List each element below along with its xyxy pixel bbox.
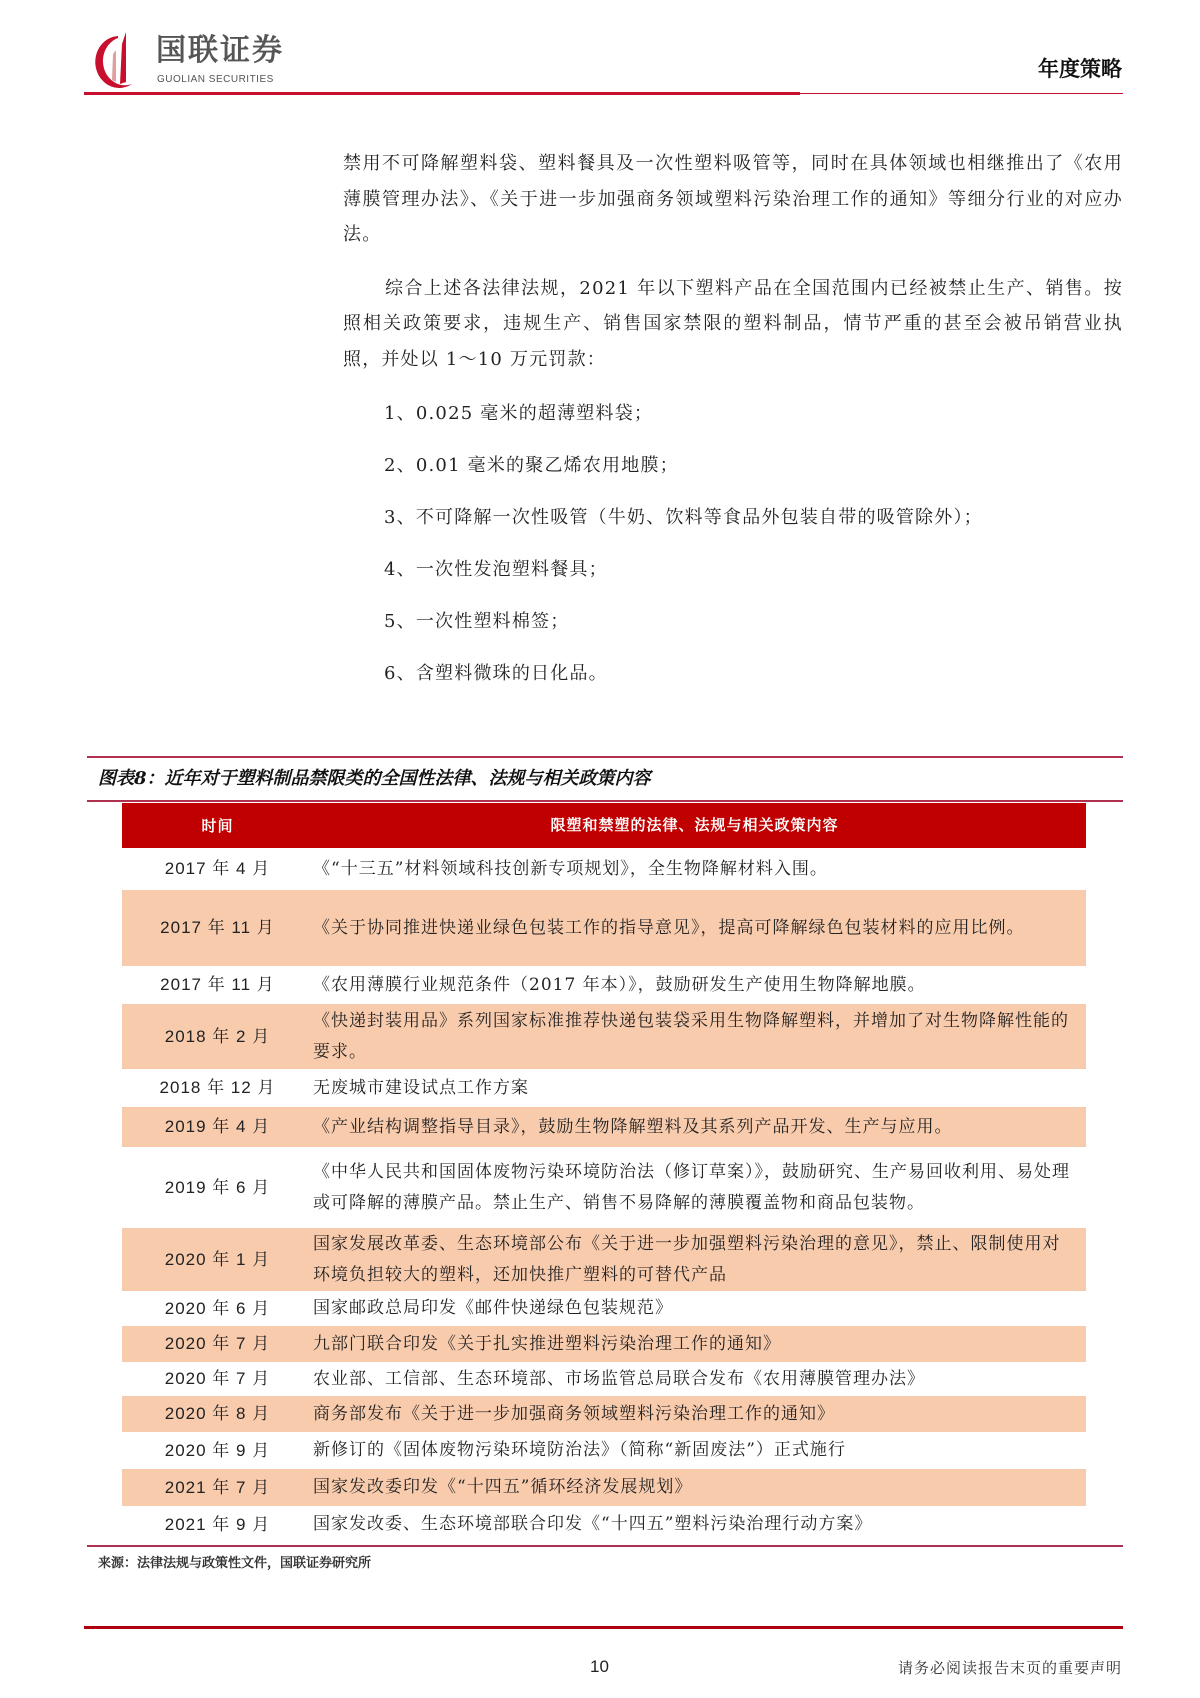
footer-divider <box>84 1626 1123 1629</box>
table-row <box>122 890 1086 966</box>
row-date: 2020 年 8 月 <box>164 1404 271 1423</box>
policy-table <box>122 803 1086 1543</box>
row-content: 国家邮政总局印发《邮件快递绿色包装规范》 <box>313 1298 673 1318</box>
table-row <box>122 1291 1086 1326</box>
row-date: 2018 年 2 月 <box>164 1026 271 1046</box>
row-content: 国家发展改革委、生态环境部公布《关于进一步加强塑料污染治理的意见》，禁止、限制使用对环境负担较大的塑料，还加快推广塑料的可替代产品 <box>313 1233 1061 1285</box>
body-paragraph: 综合上述各法律法规，2021 年以下塑料产品在全国范围内已经被禁止生产、销售。按照相关政策要求，违规生产、销售国家禁限的塑料制品，情节严重的甚至会被吊销营业执照，并处以 1～10 万元罚款： <box>343 277 1123 370</box>
row-content: 《快递封装用品》系列国家标准推荐快递包装袋采用生物降解塑料，并增加了对生物降解性能的要求。 <box>313 1010 1069 1062</box>
table-row <box>122 1469 1086 1506</box>
brand-name-en: GUOLIAN SECURITIES <box>157 74 274 85</box>
row-date: 2021 年 9 月 <box>164 1514 271 1534</box>
row-date: 2020 年 7 月 <box>164 1334 271 1353</box>
table-top-rule <box>87 756 1123 758</box>
row-content: 《中华人民共和国固体废物污染环境防治法（修订草案）》，鼓励研究、生产易回收利用、易处理或可降解的薄膜产品。禁止生产、销售不易降解的薄膜覆盖物和商品包装物。 <box>313 1161 1070 1213</box>
list-item: 5、一次性塑料棉签； <box>384 611 570 632</box>
row-date: 2020 年 1 月 <box>164 1249 271 1269</box>
table-row <box>122 848 1086 890</box>
row-content: 新修订的《固体废物污染环境防治法》（简称“新固废法”）正式施行 <box>313 1440 846 1460</box>
table-row <box>122 1069 1086 1107</box>
company-logo-icon <box>88 30 148 90</box>
table-section <box>87 803 1123 1573</box>
table-row <box>122 1362 1086 1396</box>
table-row <box>122 1107 1086 1147</box>
row-content: 九部门联合印发《关于扎实推进塑料污染治理工作的通知》 <box>313 1333 781 1354</box>
row-content: 《农用薄膜行业规范条件（2017 年本）》，鼓励研发生产使用生物降解地膜。 <box>313 974 926 995</box>
row-content: 商务部发布《关于进一步加强商务领域塑料污染治理工作的通知》 <box>313 1403 835 1424</box>
table-row <box>122 1506 1086 1543</box>
column-header-content: 限塑和禁塑的法律、法规与相关政策内容 <box>550 816 839 834</box>
brand-name-cn: 国联证券 <box>156 33 284 68</box>
report-type: 年度策略 <box>1038 56 1122 81</box>
list-item: 3、不可降解一次性吸管（牛奶、饮料等食品外包装自带的吸管除外）； <box>384 507 983 528</box>
table-row <box>122 1396 1086 1432</box>
row-date: 2017 年 11 月 <box>160 918 275 937</box>
row-date: 2020 年 9 月 <box>164 1440 271 1460</box>
table-source: 来源：法律法规与政策性文件，国联证券研究所 <box>98 1555 372 1571</box>
table-row <box>122 1228 1086 1291</box>
list-item: 6、含塑料微珠的日化品。 <box>384 663 608 684</box>
row-content: 国家发改委、生态环境部联合印发《“十四五”塑料污染治理行动方案》 <box>313 1514 873 1534</box>
row-content: 《产业结构调整指导目录》，鼓励生物降解塑料及其系列产品开发、生产与应用。 <box>313 1116 953 1137</box>
row-date: 2017 年 4 月 <box>164 859 271 878</box>
table-row <box>122 1147 1086 1228</box>
list-item: 1、0.025 毫米的超薄塑料袋； <box>384 403 654 424</box>
page-number: 10 <box>590 1657 609 1676</box>
table-title-rule <box>87 800 1123 802</box>
row-content: 无废城市建设试点工作方案 <box>313 1077 529 1098</box>
list-item: 4、一次性发泡塑料餐具； <box>384 559 608 580</box>
footer-disclaimer: 请务必阅读报告末页的重要声明 <box>897 1659 1122 1677</box>
body-paragraph: 禁用不可降解塑料袋、塑料餐具及一次性塑料吸管等，同时在具体领域也相继推出了《农用薄膜管理办法》、《关于进一步加强商务领域塑料污染治理工作的通知》等细分行业的对应办法。 <box>343 153 1123 245</box>
row-content: 《关于协同推进快递业绿色包装工作的指导意见》，提高可降解绿色包装材料的应用比例。 <box>313 917 1025 938</box>
table-header-row <box>122 803 1086 848</box>
row-content: 农业部、工信部、生态环境部、市场监管总局联合发布《农用薄膜管理办法》 <box>313 1368 925 1389</box>
row-date: 2021 年 7 月 <box>164 1477 271 1497</box>
table-row <box>122 1004 1086 1069</box>
row-date: 2019 年 6 月 <box>164 1177 271 1197</box>
header-divider <box>84 92 800 95</box>
row-content: 《“十三五”材料领域科技创新专项规划》，全生物降解材料入围。 <box>313 858 828 879</box>
row-date: 2018 年 12 月 <box>159 1078 276 1097</box>
row-date: 2017 年 11 月 <box>160 975 275 994</box>
row-date: 2020 年 6 月 <box>164 1298 271 1318</box>
table-row <box>122 1432 1086 1469</box>
table-title: 图表8：近年对于塑料制品禁限类的全国性法律、法规与相关政策内容 <box>98 768 651 789</box>
table-row <box>122 966 1086 1004</box>
row-date: 2019 年 4 月 <box>164 1117 271 1136</box>
table-row <box>122 1326 1086 1362</box>
body-content <box>343 146 1123 686</box>
column-header-date: 时间 <box>201 816 234 835</box>
row-content: 国家发改委印发《“十四五”循环经济发展规划》 <box>313 1477 693 1497</box>
row-date: 2020 年 7 月 <box>164 1369 271 1388</box>
list-item: 2、0.01 毫米的聚乙烯农用地膜； <box>384 455 679 476</box>
header-divider-thin <box>800 93 1123 94</box>
table-bottom-rule <box>87 1545 1123 1547</box>
